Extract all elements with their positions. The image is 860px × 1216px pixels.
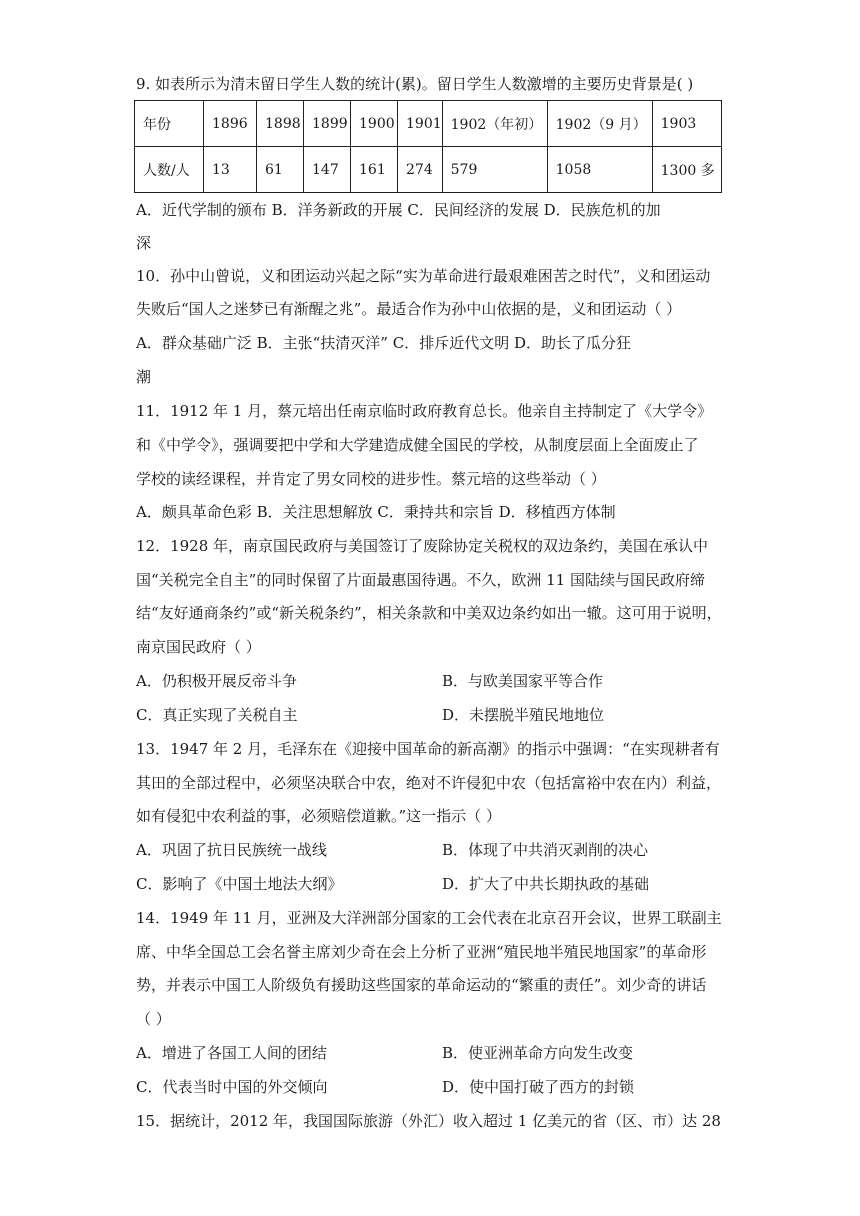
table-row-counts bbox=[135, 147, 722, 193]
q10-stem-line2: 失败后“国人之迷梦已有渐醒之兆”。最适合作为孙中山依据的是，义和团运动（ ） bbox=[136, 300, 682, 318]
q13-stem-line3: 如有侵犯中农利益的事，必须赔偿道歉。”这一指示（ ） bbox=[136, 807, 501, 825]
table-cell: 1903 bbox=[652, 101, 721, 147]
q10-options: A．群众基础广泛 B．主张“扶清灭洋” C．排斥近代文明 D．助长了瓜分狂 bbox=[136, 334, 632, 352]
q14-stem-line1: 14．1949 年 11 月，亚洲及大洋洲部分国家的工会代表在北京召开会议，世界工联副主 bbox=[136, 909, 722, 927]
q14-stem-line3: 势，并表示中国工人阶级负有援助这些国家的革命运动的“繁重的责任”。刘少奇的讲话 bbox=[136, 976, 707, 994]
table-cell: 274 bbox=[398, 147, 443, 193]
q13-option-b: B．体现了中共消灭剥削的决心 bbox=[442, 841, 649, 859]
table-cell: 1898 bbox=[257, 101, 304, 147]
q13-stem-line2: 其田的全部过程中，必须坚决联合中农，绝对不许侵犯中农（包括富裕中农在内）利益， bbox=[136, 774, 722, 792]
q12-option-a: A．仍积极开展反帝斗争 bbox=[136, 672, 297, 690]
table-cell: 1300 多 bbox=[652, 147, 721, 193]
q13-stem-line1: 13．1947 年 2 月，毛泽东在《迎接中国革命的新高潮》的指示中强调：“在实现耕者有 bbox=[136, 740, 720, 758]
q13-option-d: D．扩大了中共长期执政的基础 bbox=[442, 875, 650, 893]
q12-stem-line2: 国“关税完全自主”的同时保留了片面最惠国待遇。不久，欧洲 11 国陆续与国民政府缔 bbox=[136, 571, 705, 589]
table-header-year: 年份 bbox=[135, 101, 204, 147]
q11-stem-line3: 学校的读经课程，并肯定了男女同校的进步性。蔡元培的这些举动（ ） bbox=[136, 470, 606, 488]
q12-stem-line4: 南京国民政府（ ） bbox=[136, 638, 261, 656]
q9-options: A．近代学制的颁布 B．洋务新政的开展 C．民间经济的发展 D．民族危机的加 bbox=[136, 201, 661, 219]
q12-stem-line1: 12．1928 年，南京国民政府与美国签订了废除协定关税权的双边条约，美国在承认中 bbox=[136, 537, 709, 555]
q10-stem-line1: 10．孙中山曾说，义和团运动兴起之际“实为革命进行最艰难困苦之时代”，义和团运动 bbox=[136, 267, 711, 285]
q9-stem: 9. 如表所示为清末留日学生人数的统计(累)。留日学生人数激增的主要历史背景是( ) bbox=[136, 75, 694, 93]
table-cell: 1901 bbox=[398, 101, 443, 147]
table-cell: 61 bbox=[257, 147, 304, 193]
table-cell: 1900 bbox=[351, 101, 398, 147]
q14-option-c: C．代表当时中国的外交倾向 bbox=[136, 1078, 328, 1096]
table-cell: 1902（9 月） bbox=[547, 101, 652, 147]
q14-option-b: B．使亚洲革命方向发生改变 bbox=[442, 1044, 634, 1062]
q12-option-d: D．未摆脱半殖民地地位 bbox=[442, 706, 605, 724]
q9-student-table bbox=[134, 100, 722, 193]
table-cell: 13 bbox=[204, 147, 257, 193]
table-row-years bbox=[135, 101, 722, 147]
q10-options-cont: 潮 bbox=[136, 368, 152, 386]
table-cell: 147 bbox=[304, 147, 351, 193]
q11-options: A．颇具革命色彩 B．关注思想解放 C．秉持共和宗旨 D．移植西方体制 bbox=[136, 503, 616, 521]
table-cell: 1902（年初） bbox=[442, 101, 547, 147]
q15-stem-line1: 15．据统计，2012 年，我国国际旅游（外汇）收入超过 1 亿美元的省（区、市）达 28 bbox=[136, 1112, 721, 1130]
q9-options-cont: 深 bbox=[136, 234, 152, 252]
q12-option-c: C．真正实现了关税自主 bbox=[136, 706, 298, 724]
q14-stem-line4: （ ） bbox=[136, 1010, 171, 1028]
table-cell: 161 bbox=[351, 147, 398, 193]
table-cell: 579 bbox=[442, 147, 547, 193]
table-cell: 1058 bbox=[547, 147, 652, 193]
table-cell: 1899 bbox=[304, 101, 351, 147]
q14-option-d: D．使中国打破了西方的封锁 bbox=[442, 1078, 635, 1096]
table-header-count: 人数/人 bbox=[135, 147, 204, 193]
q12-stem-line3: 结“友好通商条约”或“新关税条约”，相关条款和中美双边条约如出一辙。这可用于说明， bbox=[136, 604, 722, 622]
q14-option-a: A．增进了各国工人间的团结 bbox=[136, 1044, 327, 1062]
q11-stem-line1: 11．1912 年 1 月，蔡元培出任南京临时政府教育总长。他亲自主持制定了《大学令》 bbox=[136, 402, 713, 420]
q13-option-c: C．影响了《中国土地法大纲》 bbox=[136, 875, 343, 893]
q12-option-b: B．与欧美国家平等合作 bbox=[442, 672, 604, 690]
table-cell: 1896 bbox=[204, 101, 257, 147]
q13-option-a: A．巩固了抗日民族统一战线 bbox=[136, 841, 327, 859]
q11-stem-line2: 和《中学令》，强调要把中学和大学建造成健全国民的学校，从制度层面上全面废止了 bbox=[136, 436, 699, 454]
q14-stem-line2: 席、中华全国总工会名誉主席刘少奇在会上分析了亚洲“殖民地半殖民地国家”的革命形 bbox=[136, 943, 707, 961]
